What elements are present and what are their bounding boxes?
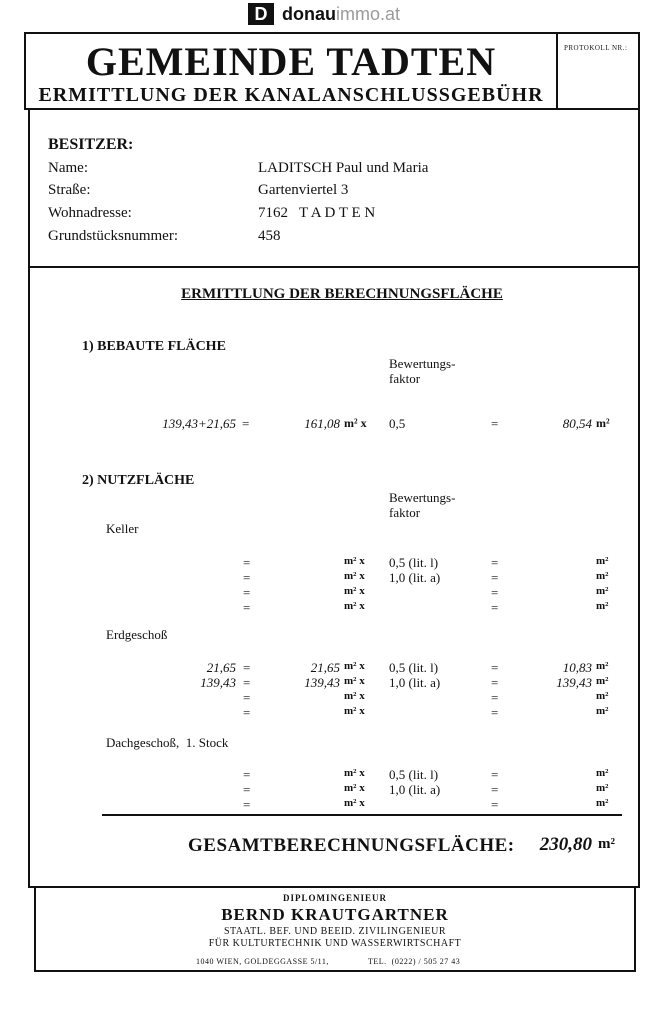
keller-factor: 1,0 (lit. a): [389, 570, 441, 585]
section-1-factor: 0,5: [389, 416, 406, 431]
section-1-expr: 139,43+21,65: [162, 416, 236, 431]
erdgeschoss-area: 21,65: [310, 660, 340, 675]
keller-unit2: m²: [596, 570, 609, 582]
section-1-result: 80,54: [562, 416, 592, 431]
keller-eq: =: [243, 600, 251, 615]
owner-value-street: Gartenviertel 3: [258, 182, 349, 198]
erdgeschoss-unit2: m²: [596, 690, 609, 702]
dachgeschoss-unit2: m²: [596, 767, 609, 779]
keller-unit2: m²: [596, 555, 609, 567]
erdgeschoss-factor: 1,0 (lit. a): [389, 675, 441, 690]
protokoll-label: PROTOKOLL NR.:: [564, 44, 628, 52]
section-1-unit2: m²: [596, 416, 610, 430]
keller-factor: 0,5 (lit. l): [389, 555, 439, 570]
erdgeschoss-area: 139,43: [304, 675, 340, 690]
keller-unit: m² x: [344, 585, 365, 597]
section-1-area: 161,08: [304, 416, 340, 431]
keller-unit: m² x: [344, 555, 365, 567]
owner-value-address: 7162 T A D T E N: [258, 205, 376, 221]
keller-eq2: =: [491, 570, 499, 585]
erdgeschoss-eq: =: [243, 705, 251, 720]
logo-mark-icon: D: [248, 3, 274, 25]
erdgeschoss-unit2: m²: [596, 675, 609, 687]
keller-label: Keller: [106, 521, 139, 536]
section-1-factor-label-1: Bewertungs-: [389, 356, 456, 371]
dachgeschoss-unit2: m²: [596, 797, 609, 809]
keller-eq2: =: [491, 555, 499, 570]
dachgeschoss-eq2: =: [491, 797, 499, 812]
logo-brand-a: donau: [282, 4, 336, 24]
section-2-factor-label-2: faktor: [389, 505, 421, 520]
keller-unit2: m²: [596, 600, 609, 612]
total-unit: m²: [598, 836, 615, 852]
erdgeschoss-unit: m² x: [344, 705, 365, 717]
dachgeschoss-eq: =: [243, 797, 251, 812]
erdgeschoss-result: 139,43: [556, 675, 592, 690]
total-divider: [102, 814, 622, 816]
dachgeschoss-unit2: m²: [596, 782, 609, 794]
owner-label-name: Name:: [48, 160, 88, 176]
erdgeschoss-result: 10,83: [562, 660, 592, 675]
logo-brand-b: immo.at: [336, 4, 401, 24]
erdgeschoss-eq2: =: [491, 690, 499, 705]
section-1-unit: m² x: [344, 416, 367, 430]
keller-unit: m² x: [344, 570, 365, 582]
owner-label-street: Straße:: [48, 182, 91, 198]
dachgeschoss-eq: =: [243, 782, 251, 797]
owner-value-parcel: 458: [258, 228, 281, 244]
erdgeschoss-unit: m² x: [344, 690, 365, 702]
dachgeschoss-unit: m² x: [344, 782, 365, 794]
erdgeschoss-eq: =: [243, 660, 251, 675]
keller-unit: m² x: [344, 600, 365, 612]
footer-line-1: STAATL. BEF. UND BEEID. ZIVILINGENIEUR: [223, 926, 447, 937]
dachgeschoss-eq: =: [243, 767, 251, 782]
total-label: GESAMTBERECHNUNGSFLÄCHE:: [188, 835, 515, 856]
section-1-title: 1) BEBAUTE FLÄCHE: [82, 339, 226, 354]
footer-address: 1040 WIEN, GOLDEGGASSE 5/11,: [196, 957, 329, 966]
dachgeschoss-unit: m² x: [344, 767, 365, 779]
dachgeschoss-unit: m² x: [344, 797, 365, 809]
dachgeschoss-factor: 1,0 (lit. a): [389, 782, 441, 797]
keller-eq: =: [243, 585, 251, 600]
footer-tel: TEL. (0222) / 505 27 43: [368, 957, 461, 966]
section-2-factor-label-1: Bewertungs-: [389, 490, 456, 505]
logo-wordmark: [282, 3, 400, 25]
calculation-heading: ERMITTLUNG DER BERECHNUNGSFLÄCHE: [181, 286, 503, 302]
keller-unit2: m²: [596, 585, 609, 597]
total-value: 230,80: [539, 834, 592, 855]
owner-label-address: Wohnadresse:: [48, 205, 132, 221]
erdgeschoss-eq2: =: [491, 660, 499, 675]
owner-label-parcel: Grundstücksnummer:: [48, 228, 178, 244]
footer-label: DIPLOMINGENIEUR: [282, 893, 387, 903]
keller-eq: =: [243, 570, 251, 585]
erdgeschoss-eq2: =: [491, 675, 499, 690]
section-1-eq2: =: [491, 416, 499, 431]
document-subtitle: ERMITTLUNG DER KANALANSCHLUSSGEBÜHR: [38, 84, 544, 106]
erdgeschoss-expr: 139,43: [200, 675, 236, 690]
footer-line-2: FÜR KULTURTECHNIK UND WASSERWIRTSCHAFT: [208, 938, 462, 949]
calculation-box: [28, 266, 640, 888]
dachgeschoss-factor: 0,5 (lit. l): [389, 767, 439, 782]
erdgeschoss-eq: =: [243, 690, 251, 705]
erdgeschoss-eq2: =: [491, 705, 499, 720]
erdgeschoss-unit2: m²: [596, 660, 609, 672]
donauimmo-logo: [248, 3, 448, 25]
owner-heading: BESITZER:: [48, 136, 134, 153]
section-1-factor-label-2: faktor: [389, 371, 421, 386]
erdgeschoss-label: Erdgeschoß: [106, 627, 168, 642]
document-title: GEMEINDE TADTEN: [85, 39, 497, 84]
erdgeschoss-eq: =: [243, 675, 251, 690]
keller-eq2: =: [491, 585, 499, 600]
erdgeschoss-expr: 21,65: [206, 660, 236, 675]
erdgeschoss-unit: m² x: [344, 675, 365, 687]
section-2-title: 2) NUTZFLÄCHE: [82, 473, 195, 488]
erdgeschoss-factor: 0,5 (lit. l): [389, 660, 439, 675]
dachgeschoss-label: Dachgeschoß, 1. Stock: [106, 735, 229, 750]
dachgeschoss-eq2: =: [491, 782, 499, 797]
dachgeschoss-eq2: =: [491, 767, 499, 782]
erdgeschoss-unit2: m²: [596, 705, 609, 717]
section-1-eq: =: [242, 416, 250, 431]
owner-value-name: LADITSCH Paul und Maria: [258, 160, 429, 176]
keller-eq: =: [243, 555, 251, 570]
erdgeschoss-unit: m² x: [344, 660, 365, 672]
footer-name: BERND KRAUTGARTNER: [221, 905, 449, 924]
keller-eq2: =: [491, 600, 499, 615]
